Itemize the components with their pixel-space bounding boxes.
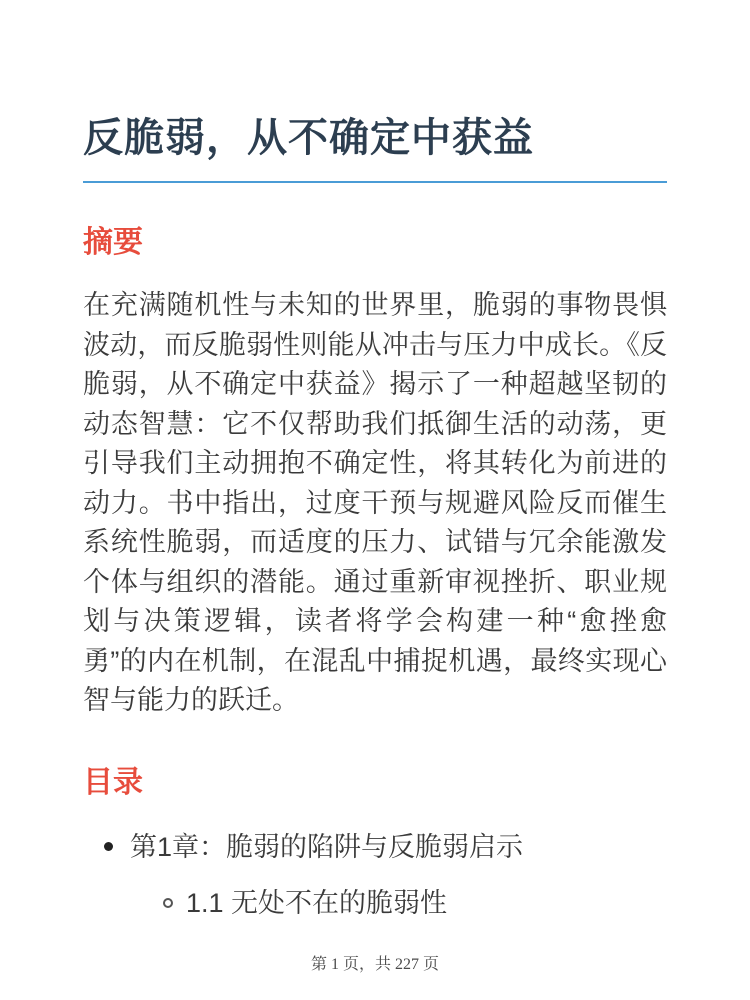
toc-item-label: 1.1 无处不在的脆弱性 <box>186 887 448 918</box>
title-divider-line <box>83 181 667 183</box>
abstract-paragraph: 在充满随机性与未知的世界里，脆弱的事物畏惧波动，而反脆弱性则能从冲击与压力中成长。《反脆弱，从不确定中获益》揭示了一种超越坚韧的动态智慧：它不仅帮助我们抵御生活的动荡，更引导我们主动拥抱不确定性，将其转化为前进的动力。书中指出，过度干预与规避风险反而催生系统性脆弱，而适度的压力、试错与冗余能激发个体与组织的潜能。通过重新审视挫折、职业规划与决策逻辑，读者将学会构建一种“愈挫愈勇”的内在机制，在混乱中捕捉机遇，最终实现心智与能力的跃迁。 <box>83 290 667 715</box>
document-title: 反脆弱，从不确定中获益 <box>83 116 534 160</box>
toc-item-label: 第1章：脆弱的陷阱与反脆弱启示 <box>130 831 524 862</box>
toc-item-section-1-1 <box>163 884 667 922</box>
abstract-heading: 摘要 <box>83 226 143 259</box>
bullet-hollow-icon <box>163 898 173 908</box>
toc-item-chapter-1 <box>104 828 667 866</box>
page-number-indicator: 第 1 页，共 227 页 <box>310 956 439 973</box>
toc-heading: 目录 <box>83 765 143 799</box>
bullet-solid-icon <box>104 842 113 851</box>
toc-list <box>83 828 667 922</box>
